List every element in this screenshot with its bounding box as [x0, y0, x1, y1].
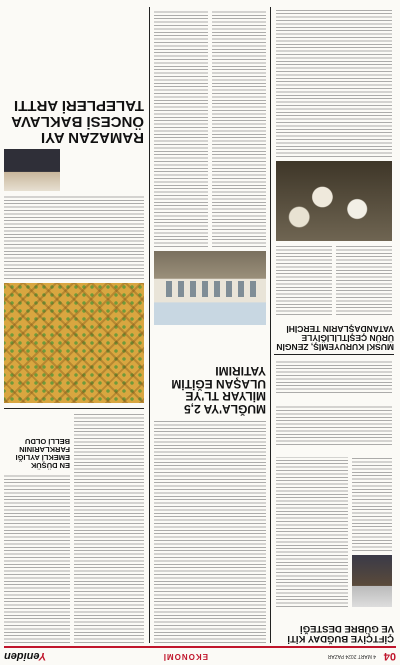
- school-window-row: [164, 281, 256, 297]
- issue-date: 4 MART 2024 PAZAR: [327, 653, 376, 659]
- column-separator-1: [270, 7, 271, 643]
- left-column-divider: [274, 354, 394, 355]
- column-separator-2: [149, 7, 150, 643]
- mushroom-body-text-2: [276, 245, 332, 315]
- school-building-photo: [154, 251, 266, 325]
- mushroom-headline: MUSKİ KURUYEMİŞ, ZENGİN ÜRÜN ÇEŞİTLİLİĞİYLE VATANDAŞLARIN TERCİHİ: [276, 324, 394, 352]
- wage-body-text: [74, 413, 144, 643]
- mushroom-body-text-3: [276, 9, 392, 157]
- left-body-text: [276, 457, 348, 607]
- mugla-headline: MUĞLA'YA 2,5 MİLYAR TL'YE ULAŞAN EĞİTİM YATIRIMI: [171, 364, 266, 416]
- wage-body-text-2: [4, 473, 70, 643]
- baklava-photo: [4, 283, 144, 403]
- left-body-text-2: [352, 457, 392, 551]
- upper-middle-body-text: [154, 421, 266, 643]
- mugla-body-text: [212, 9, 266, 247]
- logo-text: eniden: [4, 650, 40, 662]
- mushroom-photo: [276, 161, 392, 241]
- section-name: EKONOMİ: [162, 652, 208, 661]
- newspaper-logo: Yeniden: [4, 650, 47, 662]
- main-body-text: [4, 195, 144, 279]
- mushroom-body-text: [336, 245, 392, 315]
- main-headline: RAMAZAN AYI ÖNCESİ BAKLAVA TALEPLERİ ARTTI: [11, 97, 144, 146]
- left-headline: ÇİFTÇİYE BUĞDAY KİTİ VE GÜBRE DESTEĞİ: [287, 623, 394, 644]
- left-body-text-4: [276, 359, 392, 393]
- page-header: [4, 646, 396, 662]
- mugla-body-text-2: [154, 9, 208, 247]
- page-number: 04: [383, 650, 396, 662]
- vendor-portrait-photo: [4, 149, 60, 191]
- man-portrait-photo: [352, 555, 392, 607]
- wage-headline: EN DÜŞÜK EMEKLİ AYLIĞI FARKLARININ BELLİ OLDU: [15, 437, 70, 470]
- right-column-divider: [4, 408, 144, 409]
- left-body-text-3: [276, 405, 392, 445]
